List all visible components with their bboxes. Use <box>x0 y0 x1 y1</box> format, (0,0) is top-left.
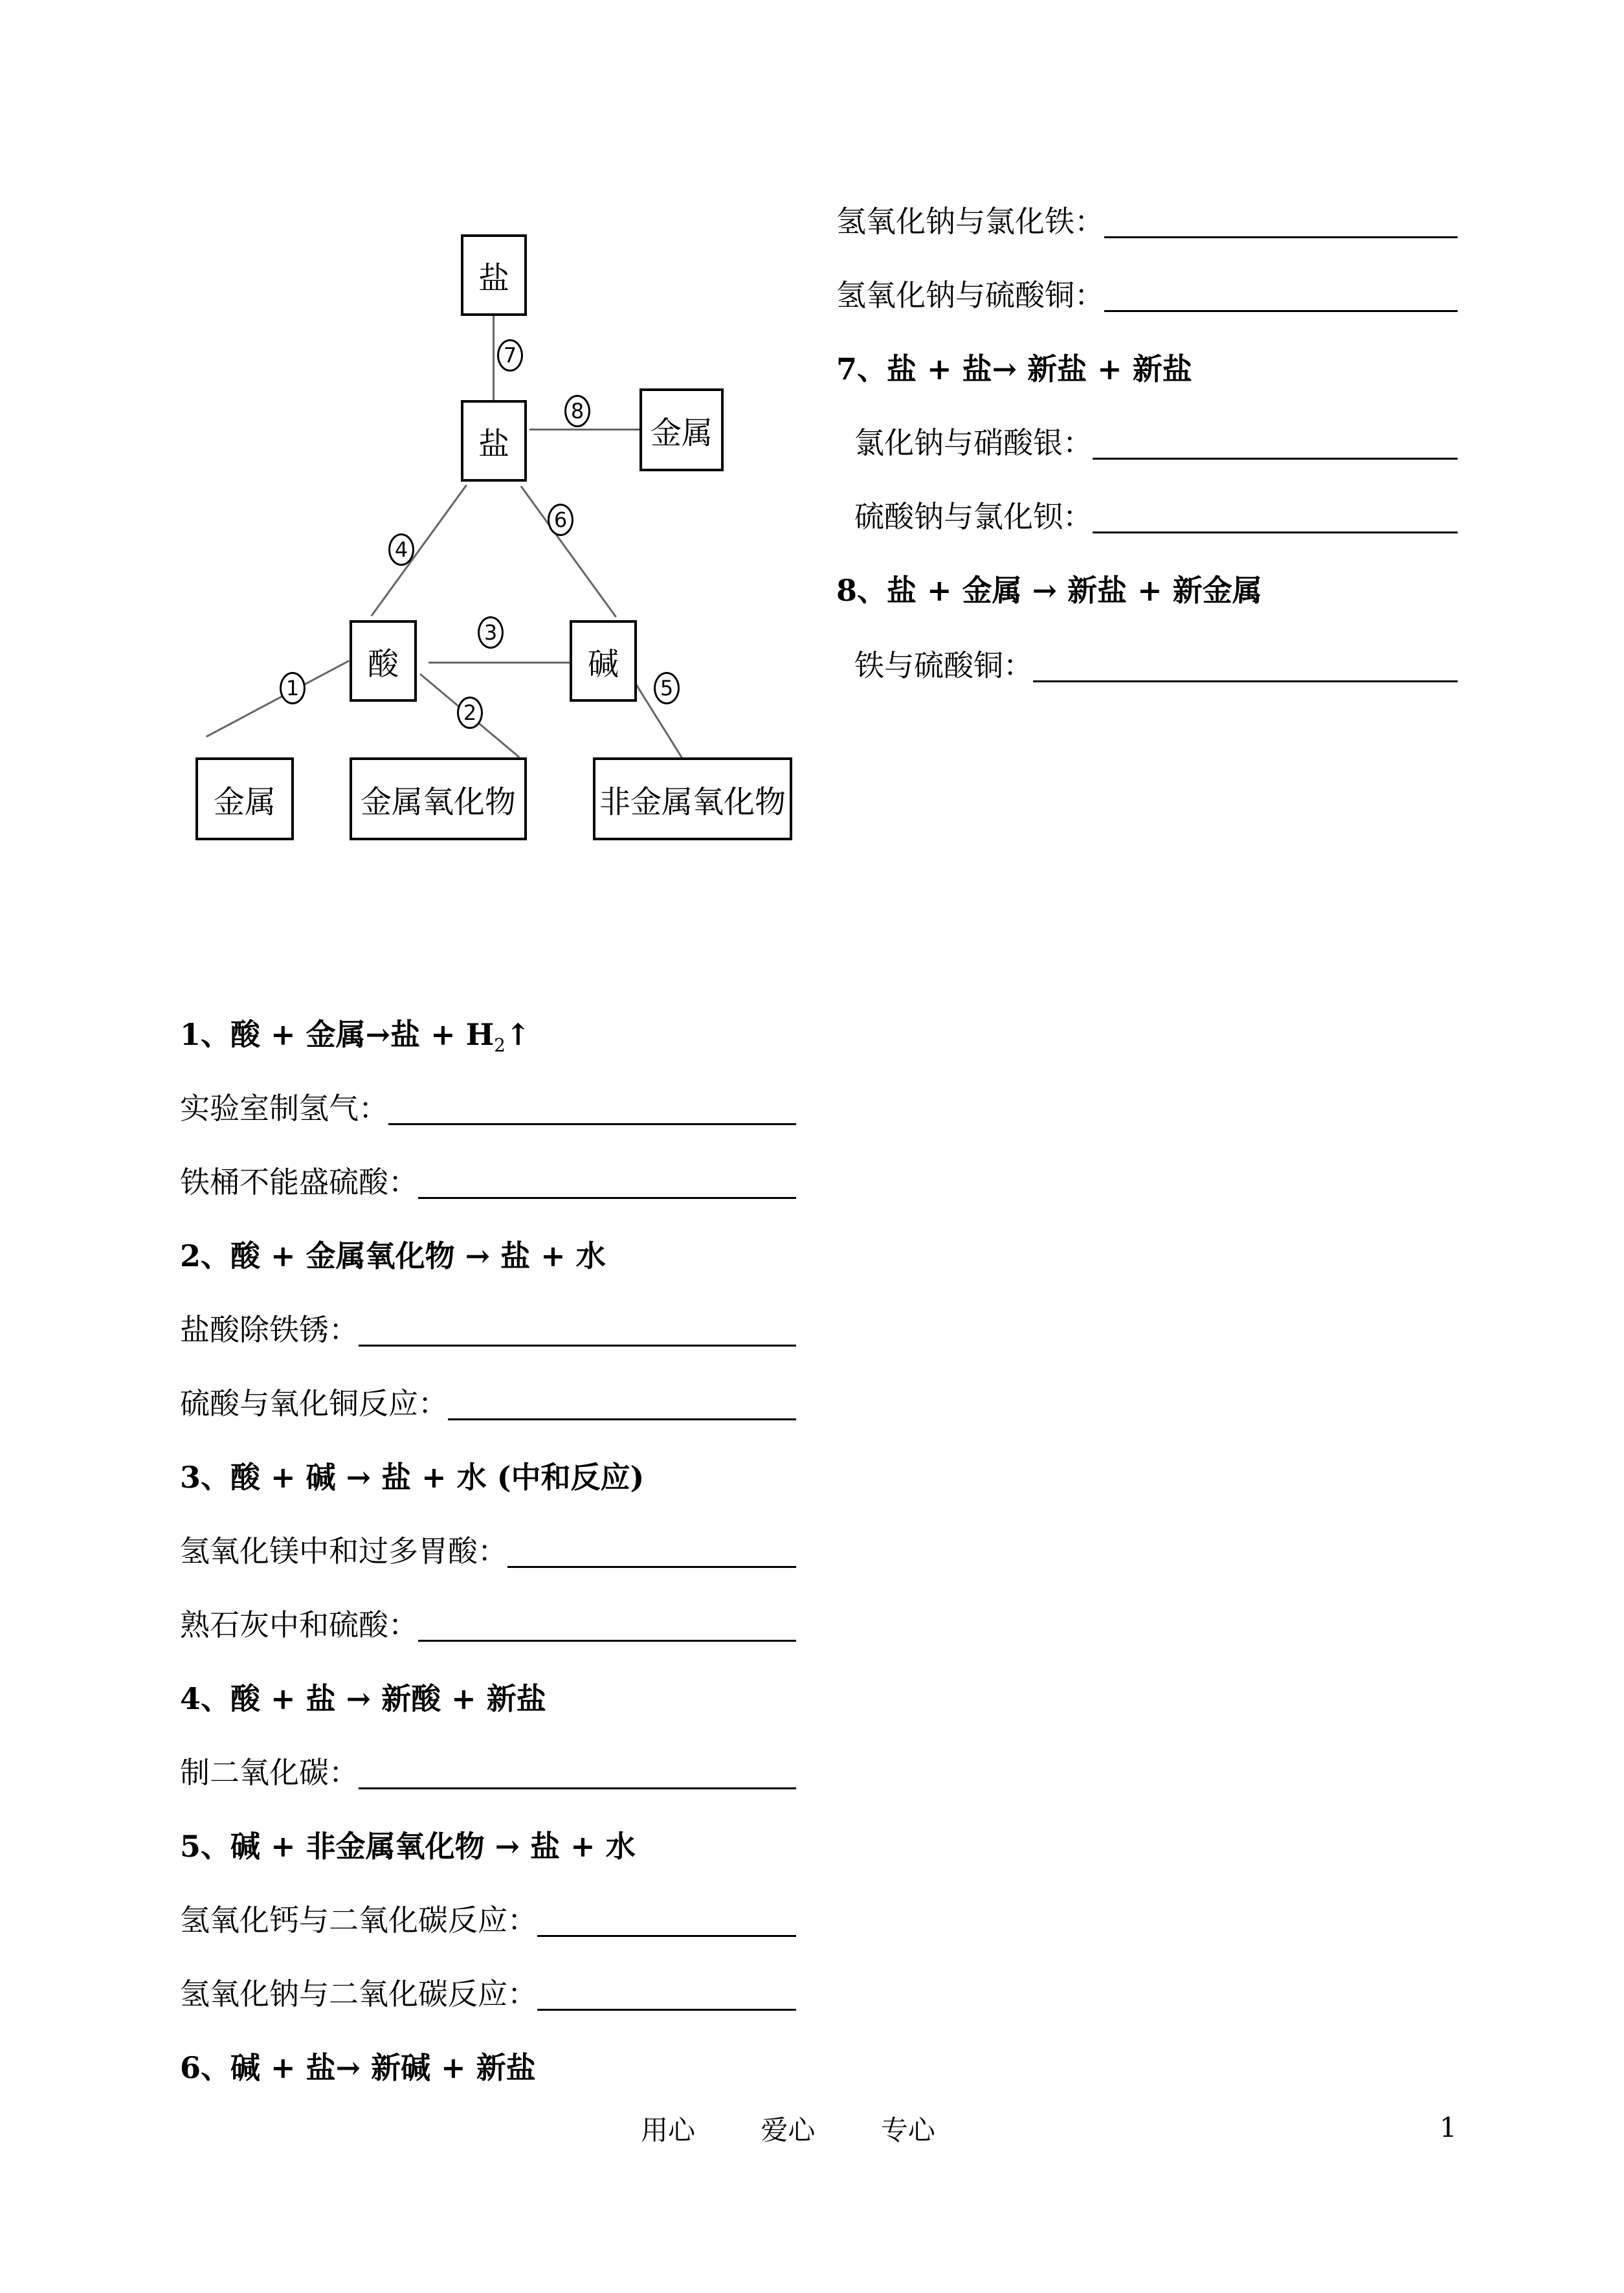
edge-number-8: 8 <box>564 395 590 427</box>
right-item-nacl-agno3: 氯化钠与硝酸银： <box>854 409 1458 467</box>
right-item-naoh-fecl3: 氢氧化钠与氯化铁： <box>836 188 1458 246</box>
left-item-iron-bucket: 铁桶不能盛硫酸： <box>180 1148 796 1207</box>
answer-blank[interactable] <box>448 1418 796 1420</box>
answer-blank[interactable] <box>359 1787 796 1789</box>
edge-4-line <box>371 484 467 616</box>
page-footer <box>641 2109 992 2148</box>
right-item-fe-cuso4: 铁与硫酸铜： <box>854 632 1458 690</box>
node-metal-right: 金属 <box>640 388 724 471</box>
edge-number-5: 5 <box>654 672 680 704</box>
edge-number-6: 6 <box>548 504 573 536</box>
node-salt-mid: 盐 <box>461 400 527 482</box>
answer-blank[interactable] <box>537 1934 796 1937</box>
right-item-naoh-cuso4: 氢氧化钠与硫酸铜： <box>836 262 1458 320</box>
section-2-heading: 2、酸 + 金属氧化物 → 盐 + 水 <box>180 1238 606 1273</box>
edge-6-line <box>520 486 617 618</box>
left-item-caoh2-co2: 氢氧化钙与二氧化碳反应： <box>180 1886 796 1945</box>
edge-number-4: 4 <box>388 533 414 566</box>
edge-number-1: 1 <box>280 672 306 704</box>
left-item-lab-hydrogen: 实验室制氢气： <box>180 1075 796 1133</box>
left-item-make-co2: 制二氧化碳： <box>180 1739 796 1797</box>
section-4-heading: 4、酸 + 盐 → 新酸 + 新盐 <box>180 1681 546 1716</box>
right-item-na2so4-bacl2: 硫酸钠与氯化钡： <box>854 483 1458 541</box>
edge-number-2: 2 <box>457 697 483 729</box>
answer-blank[interactable] <box>388 1123 796 1125</box>
section-3-heading: 3、酸 + 碱 → 盐 + 水 (中和反应) <box>180 1460 645 1495</box>
answer-blank[interactable] <box>1033 680 1458 682</box>
answer-blank[interactable] <box>507 1565 796 1568</box>
node-metal-bottom: 金属 <box>195 757 294 840</box>
section-7-heading: 7、盐 + 盐→ 新盐 + 新盐 <box>836 352 1192 386</box>
answer-blank[interactable] <box>418 1639 796 1642</box>
node-nonmetal-oxide: 非金属氧化物 <box>593 757 792 840</box>
node-salt-top: 盐 <box>461 234 527 316</box>
section-6-heading: 6、碱 + 盐→ 新碱 + 新盐 <box>180 2050 536 2085</box>
footer-word: 爱心 <box>761 2114 816 2146</box>
answer-blank[interactable] <box>1104 236 1458 238</box>
answer-blank[interactable] <box>1104 309 1458 312</box>
edge-number-3: 3 <box>478 616 504 649</box>
section-1-heading: 1、酸 + 金属→盐 + $H_2↑$ <box>180 1017 531 1057</box>
section-8-heading: 8、盐 + 金属 → 新盐 + 新金属 <box>836 573 1262 608</box>
section-5-heading: 5、碱 + 非金属氧化物 → 盐 + 水 <box>180 1829 636 1864</box>
left-item-hcl-rust: 盐酸除铁锈： <box>180 1296 796 1354</box>
answer-blank[interactable] <box>1093 531 1458 533</box>
node-metal-oxide: 金属氧化物 <box>350 757 527 840</box>
left-item-lime-h2so4: 熟石灰中和硫酸： <box>180 1591 796 1650</box>
reaction-diagram <box>0 0 816 861</box>
answer-blank[interactable] <box>537 2008 796 2011</box>
edge-8-line <box>529 429 641 431</box>
node-acid: 酸 <box>350 620 417 702</box>
left-item-naoh-co2: 氢氧化钠与二氧化碳反应： <box>180 1960 796 2019</box>
left-item-h2so4-cuo: 硫酸与氧化铜反应： <box>180 1370 796 1428</box>
node-base: 碱 <box>570 620 637 702</box>
left-item-mgoh2-acid: 氢氧化镁中和过多胃酸： <box>180 1517 796 1576</box>
edge-1-line <box>206 660 350 737</box>
edge-number-7: 7 <box>497 339 523 372</box>
edge-3-line <box>428 662 571 664</box>
footer-word: 专心 <box>880 2114 935 2146</box>
answer-blank[interactable] <box>418 1196 796 1199</box>
footer-word: 用心 <box>641 2114 696 2146</box>
answer-blank[interactable] <box>1093 457 1458 460</box>
edge-7-line <box>493 316 495 401</box>
page-number: 1 <box>1440 2112 1457 2143</box>
answer-blank[interactable] <box>359 1344 796 1347</box>
